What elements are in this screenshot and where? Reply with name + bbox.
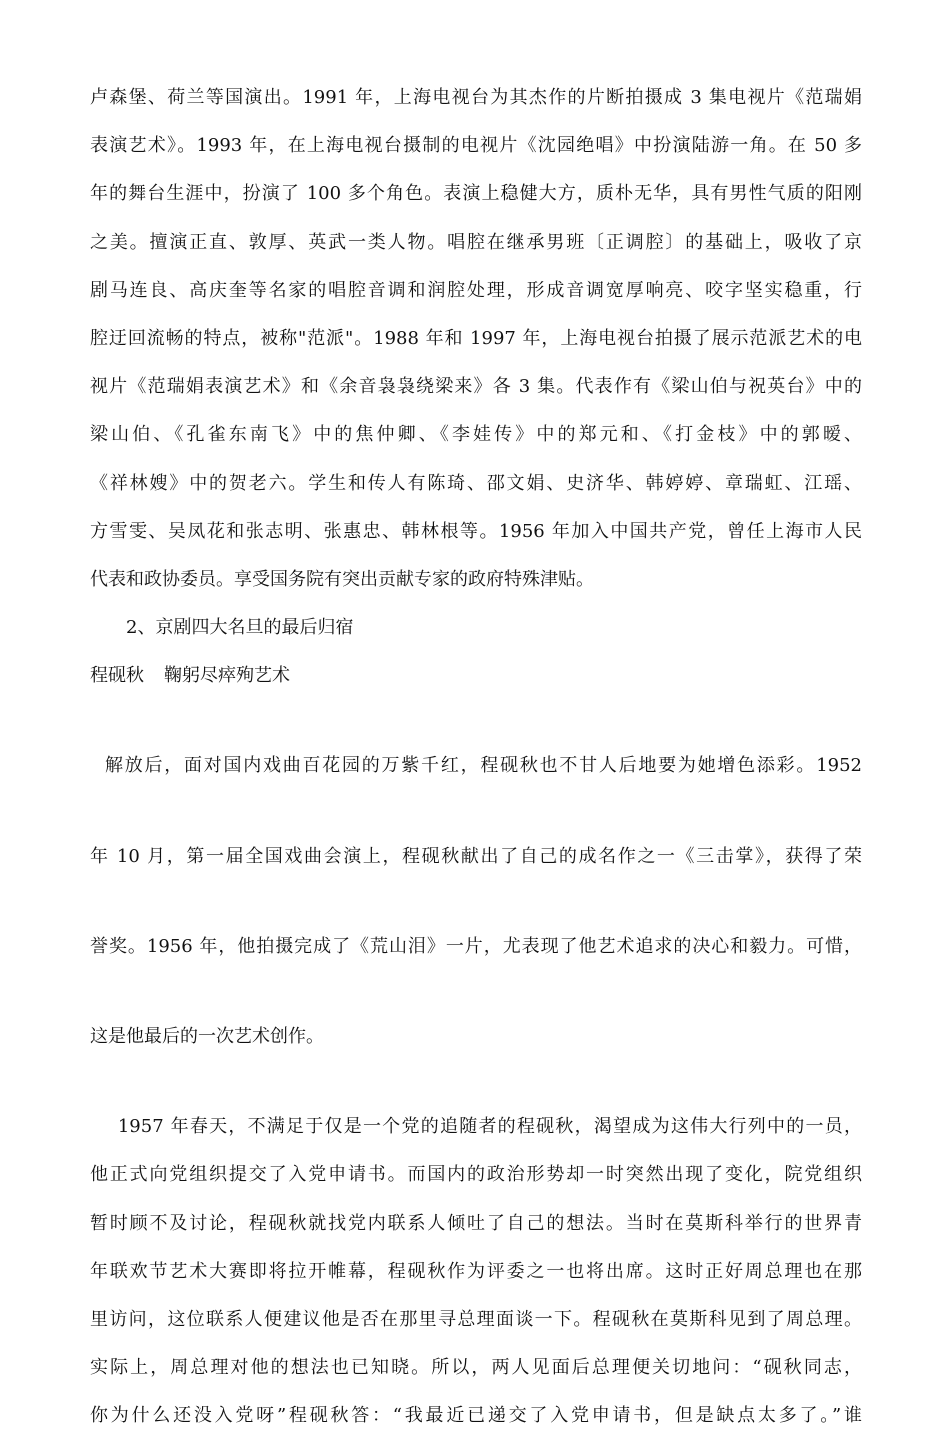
subheading-name: 程砚秋 bbox=[90, 665, 144, 687]
text-line: 表演艺术》。1993 年，在上海电视台摄制的电视片《沈园绝唱》中扮演陆游一角。在 50 多 bbox=[90, 135, 862, 157]
paragraph-after-liberation bbox=[90, 700, 862, 1103]
text-line: 卢森堡、荷兰等国演出。1991 年，上海电视台为其杰作的片断拍摄成 3 集电视片《范瑞娟 bbox=[90, 87, 862, 108]
text-line: 这是他最后的一次艺术创作。 bbox=[90, 1026, 324, 1047]
text-line: 梁山伯、《孔雀东南飞》中的焦仲卿、《李娃传》中的郑元和、《打金枝》中的郭暧、 bbox=[90, 424, 862, 446]
text-line: 《祥林嫂》中的贺老六。学生和传人有陈琦、邵文娟、史济华、韩婷婷、章瑞虹、江瑶、 bbox=[90, 472, 862, 494]
section-heading: 2、京剧四大名旦的最后归宿 bbox=[126, 617, 354, 639]
text-line: 1957 年春天，不满足于仅是一个党的追随者的程砚秋，渴望成为这伟大行列中的一员， bbox=[90, 1116, 862, 1138]
text-line: 年 10 月，第一届全国戏曲会演上，程砚秋献出了自己的成名作之一《三击掌》，获得了荣 bbox=[90, 845, 862, 867]
text-line: 年的舞台生涯中，扮演了 100 多个角色。表演上稳健大方，质朴无华，具有男性气质的阳刚 bbox=[90, 183, 862, 205]
document-body bbox=[90, 74, 862, 1441]
text-line: 暂时顾不及讨论，程砚秋就找党内联系人倾吐了自己的想法。当时在莫斯科举行的世界青 bbox=[90, 1212, 862, 1234]
text-line: 他正式向党组织提交了入党申请书。而国内的政治形势却一时突然出现了变化，院党组织 bbox=[90, 1164, 862, 1186]
subheading bbox=[90, 652, 862, 700]
paragraph-fan-ruijuan-bio bbox=[90, 74, 862, 604]
text-line: 你为什么还没入党呀”程砚秋答：“我最近已递交了入党申请书，但是缺点太多了。”谁 bbox=[90, 1405, 862, 1427]
text-line: 视片《范瑞娟表演艺术》和《余音袅袅绕梁来》各 3 集。代表作有《梁山伯与祝英台》中的 bbox=[90, 376, 862, 398]
text-line: 年联欢节艺术大赛即将拉开帷幕，程砚秋作为评委之一也将出席。这时正好周总理也在那 bbox=[90, 1260, 862, 1282]
text-line: 誉奖。1956 年，他拍摄完成了《荒山泪》一片，尤表现了他艺术追求的决心和毅力。可惜， bbox=[90, 935, 862, 957]
text-line: 实际上，周总理对他的想法也已知晓。所以，两人见面后总理便关切地问：“砚秋同志， bbox=[90, 1357, 862, 1379]
paragraph-1957-spring bbox=[90, 1103, 862, 1440]
text-line: 之美。擅演正直、敦厚、英武一类人物。唱腔在继承男班〔正调腔〕的基础上，吸收了京 bbox=[90, 231, 862, 253]
text-line: 腔迂回流畅的特点，被称"范派"。1988 年和 1997 年，上海电视台拍摄了展示范派艺术的电 bbox=[90, 327, 862, 349]
text-line: 方雪雯、吴凤花和张志明、张惠忠、韩林根等。1956 年加入中国共产党，曾任上海市人民 bbox=[90, 520, 862, 542]
text-line: 里访问，这位联系人便建议他是否在那里寻总理面谈一下。程砚秋在莫斯科见到了周总理。 bbox=[90, 1308, 862, 1330]
text-line: 解放后，面对国内戏曲百花园的万紫千红，程砚秋也不甘人后地要为她增色添彩。1952 bbox=[90, 755, 862, 777]
text-line: 剧马连良、高庆奎等名家的唱腔音调和润腔处理，形成音调宽厚响亮、咬字坚实稳重，行 bbox=[90, 279, 862, 301]
text-line: 代表和政协委员。享受国务院有突出贡献专家的政府特殊津贴。 bbox=[90, 568, 594, 590]
subheading-title: 鞠躬尽瘁殉艺术 bbox=[164, 665, 290, 687]
